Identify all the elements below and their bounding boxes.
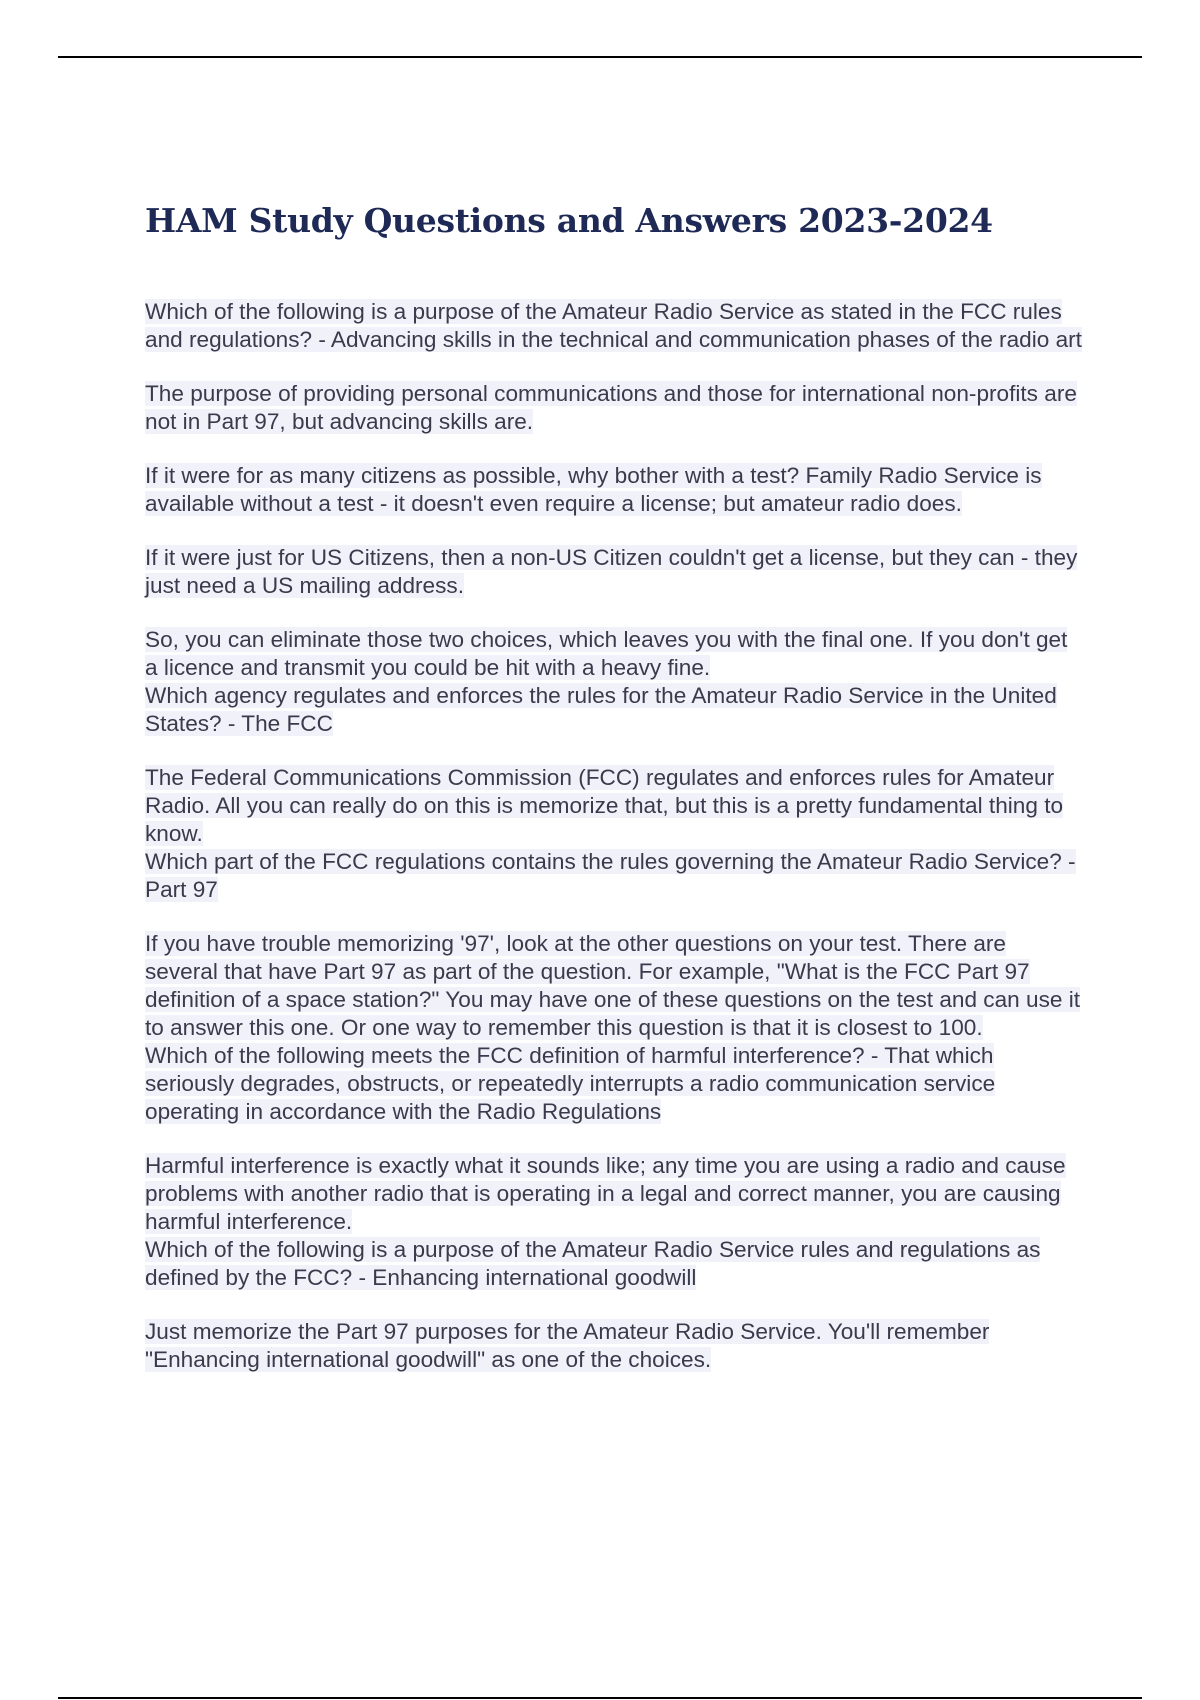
paragraph-q1: Which of the following is a purpose of the Amateur Radio Service as stated in the FCC rules and regulations? - Advancing skills in the technical and communication phases of the radio art <box>145 299 1082 352</box>
paragraph-explanation-8: Just memorize the Part 97 purposes for the Amateur Radio Service. You'll remember "Enhancing international goodwill" as one of the choices. <box>145 1319 990 1372</box>
document-title: HAM Study Questions and Answers 2023-2024 <box>145 201 993 240</box>
paragraph-explanation-2: If it were for as many citizens as possible, why bother with a test? Family Radio Service is available without a test - it doesn't even require a license; but amateur radio does. <box>145 463 1042 516</box>
paragraph-explanation-1: The purpose of providing personal communications and those for international non-profits are not in Part 97, but advancing skills are. <box>145 381 1077 434</box>
paragraph-explanation-3: If it were just for US Citizens, then a non-US Citizen couldn't get a license, but they can - they just need a US mailing address. <box>145 545 1078 598</box>
paragraph-q2: Which agency regulates and enforces the rules for the Amateur Radio Service in the United States? - The FCC <box>145 683 1057 736</box>
paragraph-explanation-6: If you have trouble memorizing '97', look at the other questions on your test. There are several that have Part 97 as part of the question. For example, "What is the FCC Part 97 definition of a space station?" You may have one of these questions on the test and can use it to answer this one. Or one way to remember this question is that it is closest to 100. <box>145 931 1081 1040</box>
top-rule <box>58 56 1142 58</box>
paragraph-explanation-7: Harmful interference is exactly what it sounds like; any time you are using a radio and cause problems with another radio that is operating in a legal and correct manner, you are causing harmful interference. <box>145 1153 1066 1234</box>
paragraph-explanation-4: So, you can eliminate those two choices, which leaves you with the final one. If you don't get a licence and transmit you could be hit with a heavy fine. <box>145 627 1068 680</box>
paragraph-explanation-5: The Federal Communications Commission (FCC) regulates and enforces rules for Amateur Radio. All you can really do on this is memorize that, but this is a pretty fundamental thing to know. <box>145 765 1064 846</box>
paragraph-q5: Which of the following is a purpose of the Amateur Radio Service rules and regulations as defined by the FCC? - Enhancing international goodwill <box>145 1237 1041 1290</box>
document-body <box>145 196 1085 1374</box>
bottom-rule <box>58 1697 1142 1699</box>
paragraph-q3: Which part of the FCC regulations contains the rules governing the Amateur Radio Service? - Part 97 <box>145 849 1076 902</box>
paragraph-q4: Which of the following meets the FCC definition of harmful interference? - That which seriously degrades, obstructs, or repeatedly interrupts a radio communication service operating in accordance with the Radio Regulations <box>145 1043 996 1124</box>
